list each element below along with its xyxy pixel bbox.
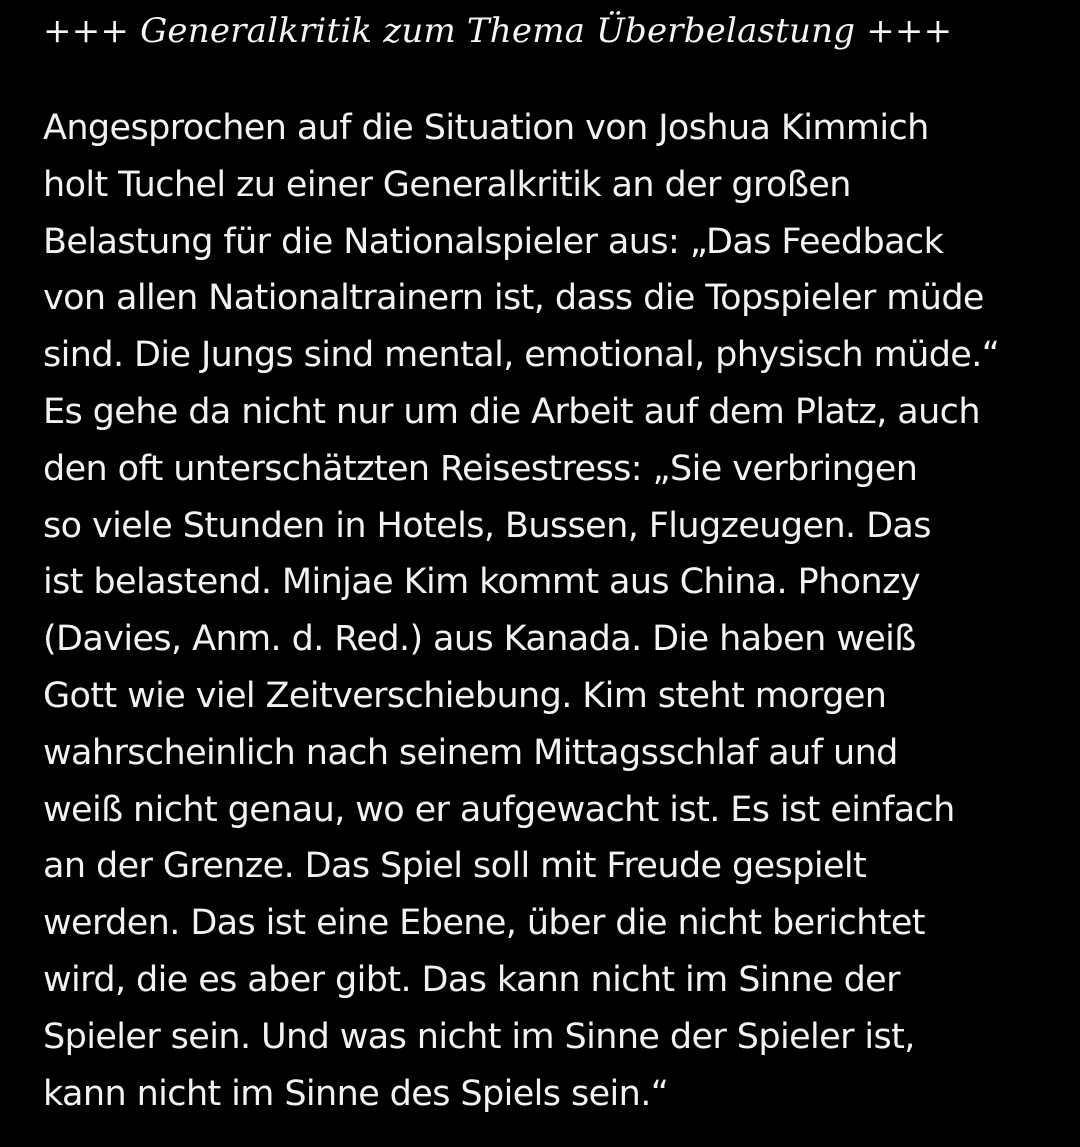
body-line: ist belastend. Minjae Kim kommt aus China. Phonzy: [43, 562, 920, 603]
body-line: wird, die es aber gibt. Das kann nicht im Sinne der: [43, 959, 900, 1000]
body-line: kann nicht im Sinne des Spiels sein.“: [43, 1073, 669, 1114]
body-line: den oft unterschätzten Reisestress: „Sie verbringen: [43, 448, 918, 489]
article-headline: +++ Generalkritik zum Thema Überbelastung +++: [43, 11, 953, 51]
article: [43, 0, 1053, 1122]
body-line: Es gehe da nicht nur um die Arbeit auf dem Platz, auch: [43, 391, 980, 432]
body-line: Angesprochen auf die Situation von Joshua Kimmich: [43, 108, 929, 148]
body-line: sind. Die Jungs sind mental, emotional, physisch müde.“: [43, 335, 1000, 376]
body-line: (Davies, Anm. d. Red.) aus Kanada. Die haben weiß: [43, 619, 916, 660]
body-line: weiß nicht genau, wo er aufgewacht ist. Es ist einfach: [43, 789, 955, 830]
body-line: Spieler sein. Und was nicht im Sinne der Spieler ist,: [43, 1016, 915, 1057]
body-line: wahrscheinlich nach seinem Mittagsschlaf auf und: [43, 732, 898, 773]
body-line: Gott wie viel Zeitverschiebung. Kim steht morgen: [43, 675, 887, 716]
body-line: an der Grenze. Das Spiel soll mit Freude gespielt: [43, 846, 867, 887]
body-line: Belastung für die Nationalspieler aus: „Das Feedback: [43, 221, 944, 262]
body-line: von allen Nationaltrainern ist, dass die Topspieler müde: [43, 278, 984, 319]
body-line: holt Tuchel zu einer Generalkritik an der großen: [43, 164, 851, 205]
article-body: [43, 100, 1053, 1122]
body-line: werden. Das ist eine Ebene, über die nicht berichtet: [43, 903, 925, 944]
body-line: so viele Stunden in Hotels, Bussen, Flugzeugen. Das: [43, 505, 931, 546]
